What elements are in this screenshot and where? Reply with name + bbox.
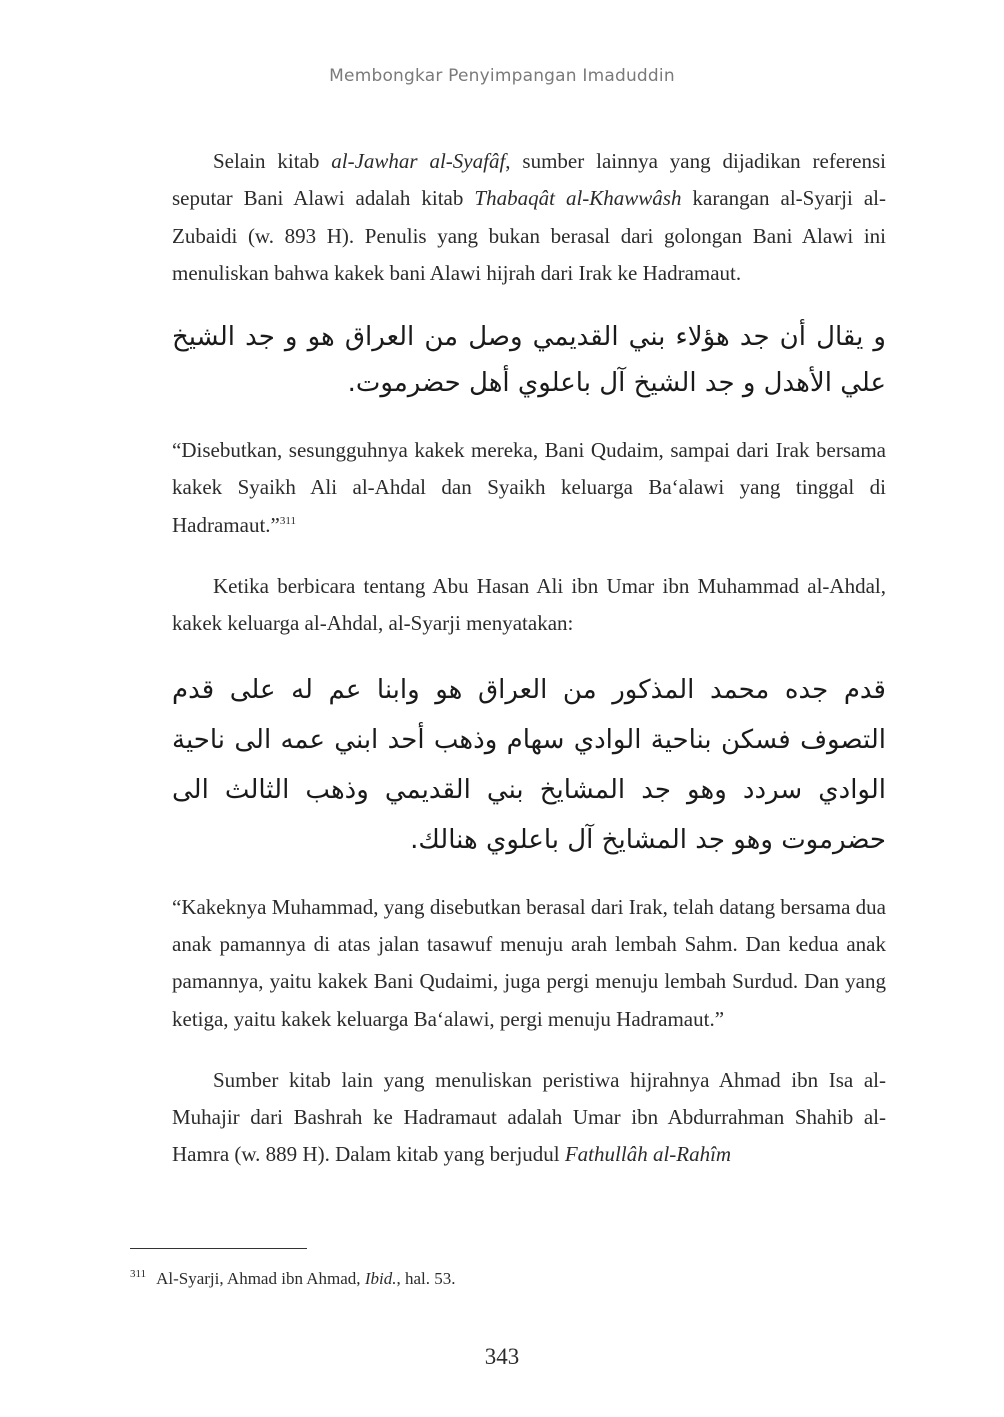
running-header: Membongkar Penyimpangan Imaduddin [329,66,675,86]
footnote-reference[interactable]: 311 [279,514,296,527]
book-title-fathullah: Fathullâh al-Rahîm [564,1142,732,1167]
paragraph-intro [172,143,886,292]
paragraph-text: Sumber kitab lain yang menuliskan peristiwa hijrahnya Ahmad ibn Isa al-Muhajir dari Bashrah ke Hadramaut adalah Umar ibn Abdurrahman Shahib al-Hamra (w. 889 H). Dalam kitab yang berjudul [172,1067,886,1167]
paragraph-text: karangan al-Syarji al-Zubaidi (w. 893 H). Penulis yang bukan berasal dari golongan Bani Alawi ini menuliskan bahwa kakek bani Alawi hijrah dari Irak ke Hadramaut. [172,186,886,285]
page-number: 343 [484,1344,520,1369]
paragraph-text: , sumber lainnya yang dijadikan referensi seputar Bani Alawi adalah kitab [172,149,886,211]
translation-quote-2: “Kakeknya Muhammad, yang disebutkan berasal dari Irak, telah datang bersama dua anak pamannya di atas jalan tasawuf menuju arah lembah Sahm. Dan kedua anak pamannya, yaitu kakek Bani Qudaimi, juga pergi menuju lembah Surdud. Dan yang ketiga, yaitu kakek keluarga Ba‘alawi, pergi menuju Hadramaut.” [172,894,886,1031]
paragraph-ahdal: Ketika berbicara tentang Abu Hasan Ali ibn Umar ibn Muhammad al-Ahdal, kakek keluarga al-Ahdal, al-Syarji menyatakan: [172,574,886,636]
paragraph-sources [172,1062,886,1174]
footnote-divider [130,1248,307,1249]
footnote-ibid: Ibid. [364,1269,397,1288]
book-title-jawhar: al-Jawhar al-Syafâf [331,149,506,173]
footnote-number: 311 [130,1268,147,1281]
page-body [172,143,886,1174]
paragraph-text: Selain kitab [213,149,332,173]
footnote-text: Al-Syarji, Ahmad ibn Ahmad, [156,1269,365,1288]
book-title-thabaqat: Thabaqât al-Khawwâsh [474,186,682,211]
quote-text: “Disebutkan, sesungguhnya kakek mereka, Bani Qudaim, sampai dari Irak bersama kakek Syaikh Ali al-Ahdal dan Syaikh keluarga Ba‘alawi yang tinggal di Hadramaut.” [172,438,886,537]
footnote-311 [130,1268,890,1290]
arabic-quote-1: و يقال أن جد هؤلاء بني القديمي وصل من العراق هو و جد الشيخ علي الأهدل و جد الشيخ آل باعلوي أهل حضرموت. [172,322,886,399]
footnote-text: , hal. 53. [396,1269,456,1288]
arabic-quote-2: قدم جده محمد المذكور من العراق هو وابنا عم له على قدم التصوف فسكن بناحية الوادي سهام وذهب أحد ابني عمه الى ناحية الوادي سردد وهو جد المشايخ بني القديمي وذهب الثالث الى حضرموت وهو جد المشايخ آل باعلوي هنالك. [172,674,886,855]
translation-quote-1 [172,432,886,544]
